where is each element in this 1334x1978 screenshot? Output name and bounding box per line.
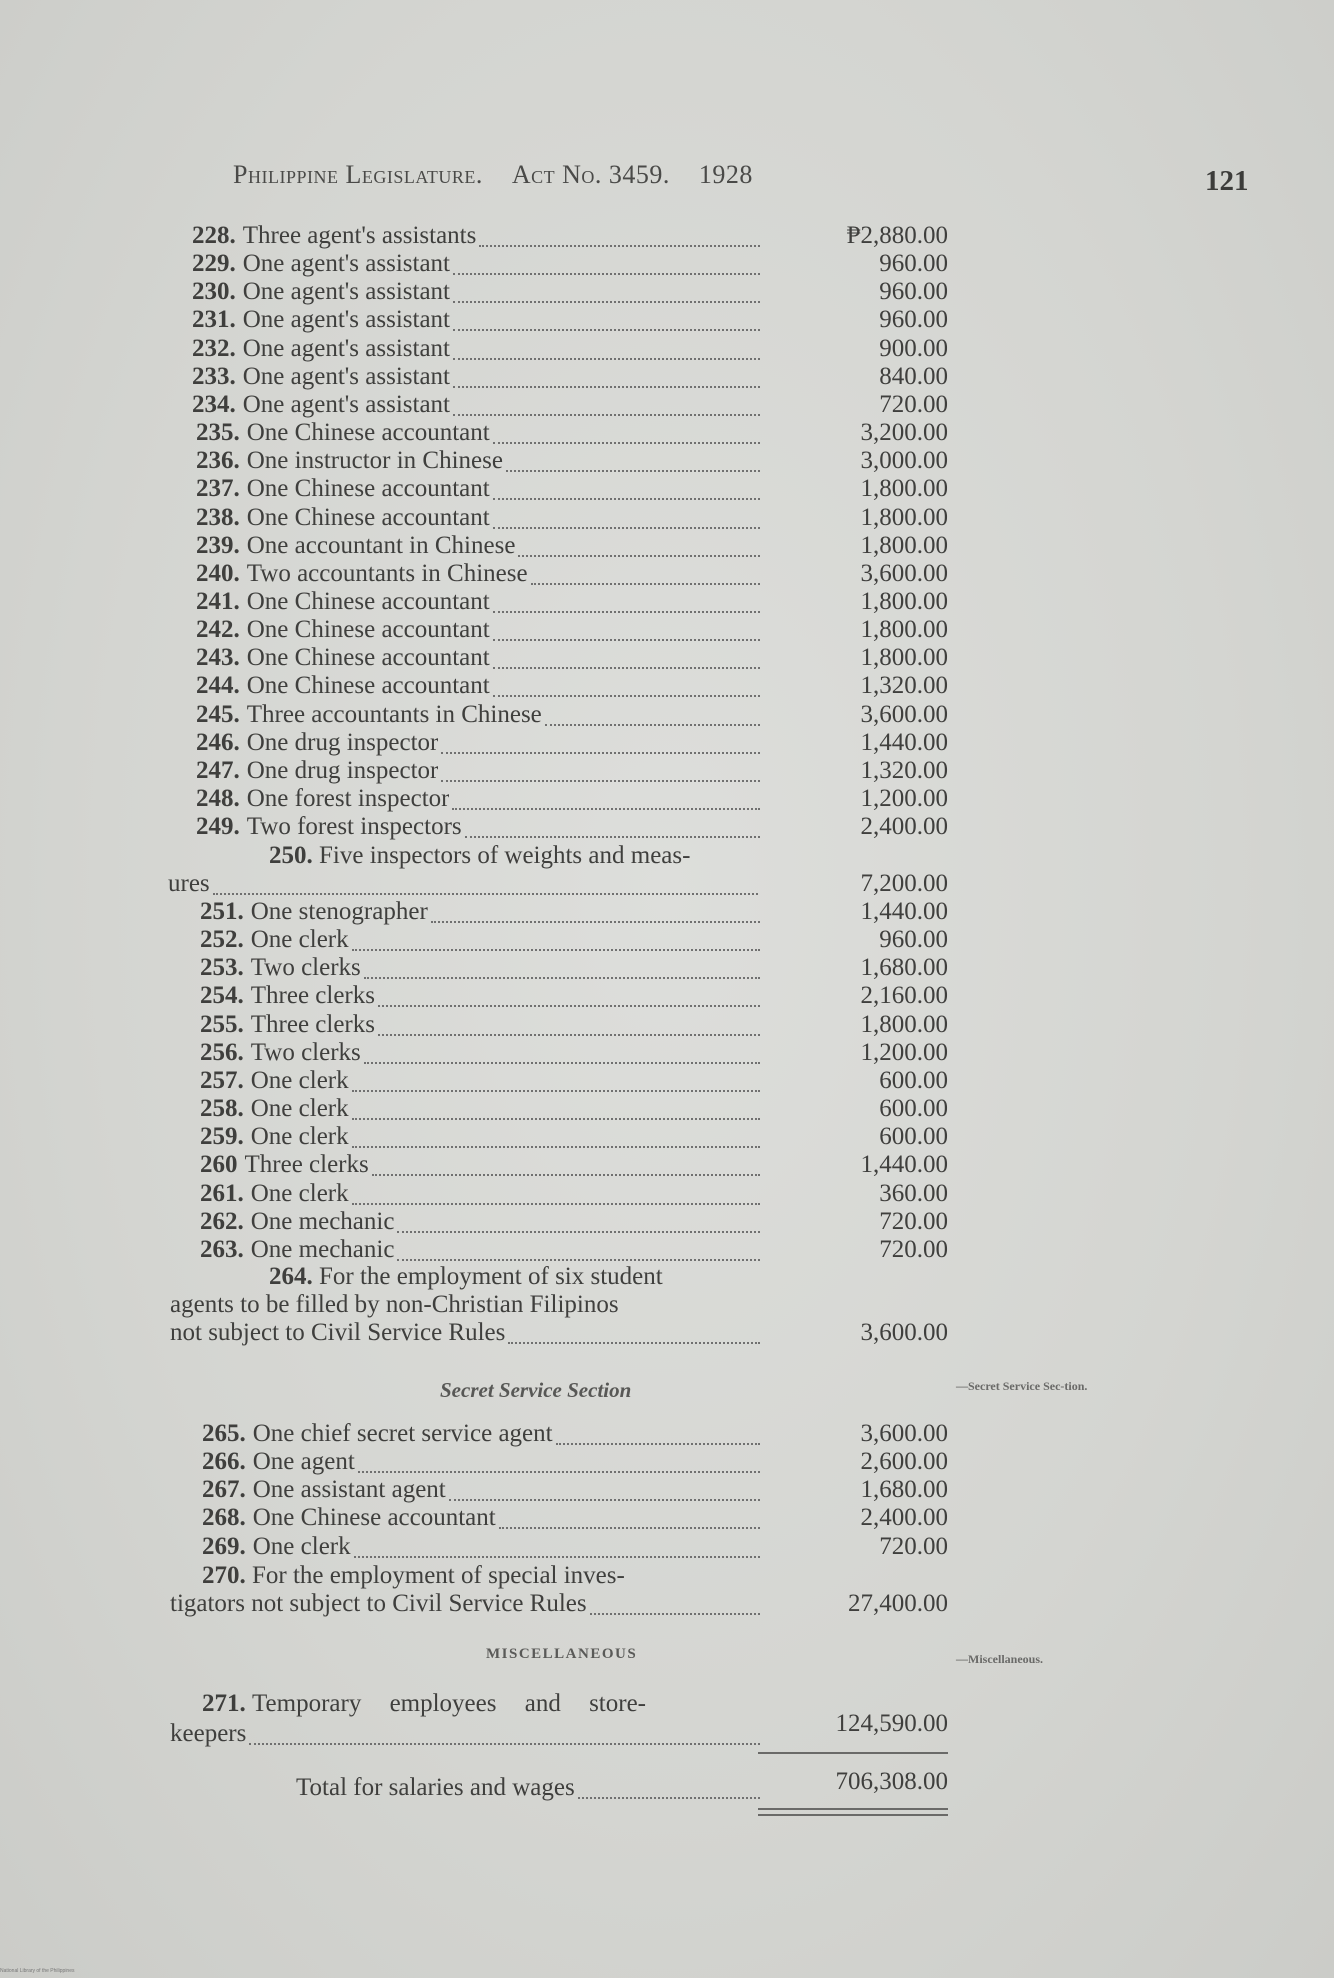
- subtotal-rule: [758, 1752, 948, 1754]
- entry-number: 254.: [200, 982, 244, 1009]
- entry-270-line1: [202, 1562, 625, 1590]
- entry-amount: 600.00: [879, 1095, 948, 1122]
- entry-number: 230.: [192, 278, 236, 305]
- entry-250-num: 250.: [269, 842, 313, 869]
- entry-description: One forest inspector: [246, 785, 450, 812]
- entry-250-text2: ures: [168, 870, 210, 897]
- entry-row: [200, 926, 760, 954]
- entry-description: Three agent's assistants: [242, 222, 477, 249]
- entry-264-line2: agents to be filled by non-Christian Filipinos: [170, 1291, 619, 1318]
- entry-number: 253.: [200, 954, 244, 981]
- leader-dots: [453, 380, 760, 388]
- entry-row: [196, 644, 760, 672]
- entry-description: Two forest inspectors: [246, 813, 462, 840]
- entry-amount: 1,440.00: [860, 729, 948, 756]
- leader-dots: [493, 661, 760, 669]
- section-heading-secret-service: Secret Service Section: [440, 1378, 632, 1402]
- leader-dots: [352, 1084, 760, 1092]
- entry-amount: 2,160.00: [860, 982, 948, 1009]
- leader-dots: [441, 746, 760, 754]
- entry-270-text1: For the employment of special inves-: [252, 1562, 625, 1589]
- margin-note-miscellaneous: —Miscellaneous.: [956, 1652, 1043, 1666]
- entry-description: One stenographer: [250, 898, 428, 925]
- entry-description: One agent's assistant: [242, 391, 450, 418]
- page-number: 121: [1205, 165, 1249, 197]
- entry-amount: ₱2,880.00: [846, 222, 948, 249]
- entry-250-amount: 7,200.00: [860, 870, 948, 897]
- leader-dots: [453, 352, 760, 360]
- entry-number: 240.: [196, 560, 240, 587]
- entry-row: [202, 1504, 760, 1532]
- entry-264-text3: not subject to Civil Service Rules: [170, 1319, 506, 1346]
- entry-row: [196, 475, 760, 503]
- entry-description: One clerk: [250, 1180, 349, 1207]
- entry-description: One clerk: [250, 1123, 349, 1150]
- entry-number: 243.: [196, 644, 240, 671]
- entry-amount: 1,800.00: [860, 588, 948, 615]
- entry-row: [200, 1180, 760, 1208]
- entry-number: 236.: [196, 447, 240, 474]
- total-double-rule-top: [758, 1808, 948, 1810]
- entry-row: [196, 588, 760, 616]
- entry-row: [196, 504, 760, 532]
- leader-dots: [441, 774, 760, 782]
- entry-number: 237.: [196, 475, 240, 502]
- entry-amount: 1,320.00: [860, 672, 948, 699]
- entry-amount: 600.00: [879, 1123, 948, 1150]
- entry-amount: 1,200.00: [860, 1039, 948, 1066]
- entry-description: Three clerks: [250, 1011, 375, 1038]
- leader-dots: [354, 1550, 760, 1558]
- entry-number: 228.: [192, 222, 236, 249]
- entry-description: One mechanic: [250, 1236, 395, 1263]
- entry-row: [200, 1039, 760, 1067]
- entry-row: [200, 898, 760, 926]
- entry-number: 232.: [192, 335, 236, 362]
- entry-number: 261.: [200, 1180, 244, 1207]
- entry-description: Three clerks: [250, 982, 375, 1009]
- entry-amount: 2,400.00: [860, 1504, 948, 1531]
- entry-271-amount: 124,590.00: [835, 1710, 948, 1737]
- entry-number: 247.: [196, 757, 240, 784]
- entry-description: One instructor in Chinese: [246, 447, 503, 474]
- entry-number: 245.: [196, 701, 240, 728]
- entry-description: Three clerks: [244, 1151, 369, 1178]
- entry-amount: 360.00: [879, 1180, 948, 1207]
- leader-dots: [493, 633, 760, 641]
- entry-number: 260: [200, 1151, 238, 1178]
- entry-number: 269.: [202, 1533, 246, 1560]
- total-amount: 706,308.00: [835, 1768, 948, 1795]
- entry-number: 234.: [192, 391, 236, 418]
- entry-description: One agent's assistant: [242, 250, 450, 277]
- leader-dots: [506, 464, 760, 472]
- entry-row: [196, 785, 760, 813]
- leader-dots: [479, 239, 760, 247]
- entry-amount: 1,320.00: [860, 757, 948, 784]
- entry-description: One Chinese accountant: [252, 1504, 496, 1531]
- entry-description: One drug inspector: [246, 729, 439, 756]
- entry-row: [196, 616, 760, 644]
- entry-row: [192, 222, 760, 250]
- entry-row: [196, 532, 760, 560]
- entry-description: One Chinese accountant: [246, 504, 490, 531]
- entry-number: 268.: [202, 1504, 246, 1531]
- entry-row: [200, 982, 760, 1010]
- entry-description: One drug inspector: [246, 757, 439, 784]
- leader-dots: [352, 943, 760, 951]
- leader-dots: [358, 1465, 760, 1473]
- entry-number: 238.: [196, 504, 240, 531]
- entry-description: One Chinese accountant: [246, 672, 490, 699]
- entry-amount: 960.00: [879, 278, 948, 305]
- total-line: [296, 1774, 760, 1802]
- entry-number: 242.: [196, 616, 240, 643]
- entry-271-num: 271.: [202, 1690, 246, 1717]
- entry-number: 248.: [196, 785, 240, 812]
- entry-amount: 960.00: [879, 306, 948, 333]
- entry-number: 258.: [200, 1095, 244, 1122]
- entry-271-line2: [170, 1720, 760, 1748]
- entry-amount: 3,600.00: [860, 560, 948, 587]
- entry-row: [196, 757, 760, 785]
- leader-dots: [493, 492, 760, 500]
- entry-number: 263.: [200, 1236, 244, 1263]
- entry-271-text2: keepers: [170, 1720, 247, 1747]
- entry-amount: 1,440.00: [860, 898, 948, 925]
- entry-amount: 1,800.00: [860, 504, 948, 531]
- entry-number: 233.: [192, 363, 236, 390]
- leader-dots: [352, 1140, 760, 1148]
- entry-description: Two clerks: [250, 954, 361, 981]
- leader-dots: [364, 1056, 760, 1064]
- entry-amount: 900.00: [879, 335, 948, 362]
- entry-description: One agent's assistant: [242, 363, 450, 390]
- entry-amount: 720.00: [879, 1208, 948, 1235]
- entry-row: [200, 1095, 760, 1123]
- entry-description: Three accountants in Chinese: [246, 701, 542, 728]
- entry-number: 259.: [200, 1123, 244, 1150]
- entry-amount: 2,600.00: [860, 1448, 948, 1475]
- header-year: 1928: [698, 160, 753, 189]
- leader-dots: [378, 999, 760, 1007]
- entry-250-line2: [168, 870, 758, 898]
- entry-row: [192, 278, 760, 306]
- entry-amount: 3,600.00: [860, 1420, 948, 1447]
- entry-row: [200, 1011, 760, 1039]
- entry-description: One mechanic: [250, 1208, 395, 1235]
- margin-note-secret-service: —Secret Service Sec-tion.: [956, 1379, 1088, 1393]
- entry-row: [196, 672, 760, 700]
- entry-row: [196, 447, 760, 475]
- leader-dots: [453, 267, 760, 275]
- entry-amount: 1,800.00: [860, 1011, 948, 1038]
- entry-number: 252.: [200, 926, 244, 953]
- leader-dots: [531, 577, 760, 585]
- entry-description: One Chinese accountant: [246, 475, 490, 502]
- entry-271-line1: [202, 1690, 762, 1718]
- entry-row: [202, 1476, 760, 1504]
- entry-description: One agent's assistant: [242, 278, 450, 305]
- entry-amount: 1,800.00: [860, 532, 948, 559]
- entry-description: One clerk: [250, 1067, 349, 1094]
- entry-amount: 720.00: [879, 1533, 948, 1560]
- leader-dots: [352, 1112, 760, 1120]
- entry-number: 244.: [196, 672, 240, 699]
- entry-description: One Chinese accountant: [246, 419, 490, 446]
- leader-dots: [397, 1225, 760, 1233]
- entry-271-text1: Temporary employees and store-: [252, 1690, 646, 1717]
- entry-number: 251.: [200, 898, 244, 925]
- entry-description: One agent's assistant: [242, 335, 450, 362]
- entry-amount: 1,800.00: [860, 616, 948, 643]
- entry-number: 231.: [192, 306, 236, 333]
- header-act: Act No. 3459.: [511, 160, 670, 189]
- entry-row: [196, 813, 760, 841]
- entry-amount: 1,800.00: [860, 644, 948, 671]
- entry-amount: 1,680.00: [860, 954, 948, 981]
- entry-250-text1: Five inspectors of weights and meas-: [319, 842, 691, 869]
- entry-264-line3: [170, 1319, 760, 1347]
- leader-dots: [493, 436, 760, 444]
- entry-amount: 1,440.00: [860, 1151, 948, 1178]
- entry-description: One Chinese accountant: [246, 644, 490, 671]
- entry-264-text1: For the employment of six student: [319, 1263, 663, 1290]
- leader-dots: [372, 1168, 760, 1176]
- leader-dots: [493, 521, 760, 529]
- leader-dots: [453, 323, 760, 331]
- entry-264-line1: [269, 1263, 663, 1291]
- entry-amount: 2,400.00: [860, 813, 948, 840]
- entry-description: One agent's assistant: [242, 306, 450, 333]
- entry-number: 262.: [200, 1208, 244, 1235]
- entry-264-num: 264.: [269, 1263, 313, 1290]
- entry-amount: 840.00: [879, 363, 948, 390]
- leader-dots: [545, 718, 760, 726]
- entry-270-amount: 27,400.00: [848, 1590, 948, 1617]
- entry-270-line2: [170, 1590, 760, 1618]
- entry-amount: 960.00: [879, 250, 948, 277]
- leader-dots: [352, 1197, 760, 1205]
- leader-dots: [590, 1607, 760, 1615]
- entry-264-amount: 3,600.00: [860, 1319, 948, 1346]
- entry-row: [200, 1208, 760, 1236]
- leader-dots: [249, 1737, 760, 1745]
- leader-dots: [453, 408, 760, 416]
- entry-number: 256.: [200, 1039, 244, 1066]
- entry-number: 235.: [196, 419, 240, 446]
- entry-amount: 720.00: [879, 391, 948, 418]
- entry-amount: 960.00: [879, 926, 948, 953]
- entry-number: 239.: [196, 532, 240, 559]
- entry-row: [200, 1123, 760, 1151]
- leader-dots: [465, 830, 760, 838]
- entry-row: [200, 1151, 760, 1179]
- leader-dots: [431, 915, 760, 923]
- entry-amount: 720.00: [879, 1236, 948, 1263]
- entry-description: Two accountants in Chinese: [246, 560, 528, 587]
- entry-row: [196, 419, 760, 447]
- entry-description: One Chinese accountant: [246, 616, 490, 643]
- leader-dots: [449, 1493, 760, 1501]
- entry-row: [202, 1420, 760, 1448]
- entry-270-text2: tigators not subject to Civil Service Rules: [170, 1590, 587, 1617]
- entry-number: 241.: [196, 588, 240, 615]
- entry-description: One agent: [252, 1448, 355, 1475]
- entry-description: Two clerks: [250, 1039, 361, 1066]
- total-double-rule-bottom: [758, 1814, 948, 1816]
- entry-250-line1: [269, 842, 690, 870]
- entry-row: [200, 1236, 760, 1264]
- entry-row: [196, 729, 760, 757]
- leader-dots: [508, 1336, 760, 1344]
- entry-270-num: 270.: [202, 1562, 246, 1589]
- entry-description: One accountant in Chinese: [246, 532, 516, 559]
- section-heading-miscellaneous: MISCELLANEOUS: [486, 1646, 638, 1662]
- entry-row: [202, 1448, 760, 1476]
- entry-row: [200, 954, 760, 982]
- leader-dots: [556, 1437, 760, 1445]
- entry-row: [192, 391, 760, 419]
- entry-amount: 3,200.00: [860, 419, 948, 446]
- leader-dots: [213, 887, 758, 895]
- entry-row: [202, 1533, 760, 1561]
- leader-dots: [378, 1028, 760, 1036]
- entry-row: [192, 250, 760, 278]
- entry-row: [196, 701, 760, 729]
- entry-row: [196, 560, 760, 588]
- entry-description: One clerk: [250, 1095, 349, 1122]
- entry-number: 255.: [200, 1011, 244, 1038]
- header-legislature: Philippine Legislature.: [233, 160, 483, 189]
- entry-row: [192, 363, 760, 391]
- entry-number: 246.: [196, 729, 240, 756]
- entry-number: 257.: [200, 1067, 244, 1094]
- leader-dots: [493, 605, 760, 613]
- entry-row: [200, 1067, 760, 1095]
- leader-dots: [578, 1791, 760, 1799]
- entry-amount: 1,200.00: [860, 785, 948, 812]
- leader-dots: [499, 1521, 760, 1529]
- entry-description: One assistant agent: [252, 1476, 446, 1503]
- entry-number: 249.: [196, 813, 240, 840]
- entry-description: One chief secret service agent: [252, 1420, 553, 1447]
- entry-amount: 1,680.00: [860, 1476, 948, 1503]
- entry-number: 229.: [192, 250, 236, 277]
- entry-row: [192, 335, 760, 363]
- entry-description: One clerk: [250, 926, 349, 953]
- entry-amount: 3,000.00: [860, 447, 948, 474]
- entry-amount: 600.00: [879, 1067, 948, 1094]
- entry-amount: 1,800.00: [860, 475, 948, 502]
- leader-dots: [518, 549, 760, 557]
- entry-description: One Chinese accountant: [246, 588, 490, 615]
- leader-dots: [452, 802, 760, 810]
- leader-dots: [364, 971, 760, 979]
- entry-description: One clerk: [252, 1533, 351, 1560]
- leader-dots: [397, 1253, 760, 1261]
- leader-dots: [493, 689, 760, 697]
- entry-amount: 3,600.00: [860, 701, 948, 728]
- entry-row: [192, 306, 760, 334]
- entry-number: 266.: [202, 1448, 246, 1475]
- total-label: Total for salaries and wages: [296, 1774, 575, 1801]
- leader-dots: [453, 295, 760, 303]
- footer-credit: National Library of the Philippines: [0, 1968, 75, 1974]
- entry-number: 267.: [202, 1476, 246, 1503]
- entry-number: 265.: [202, 1420, 246, 1447]
